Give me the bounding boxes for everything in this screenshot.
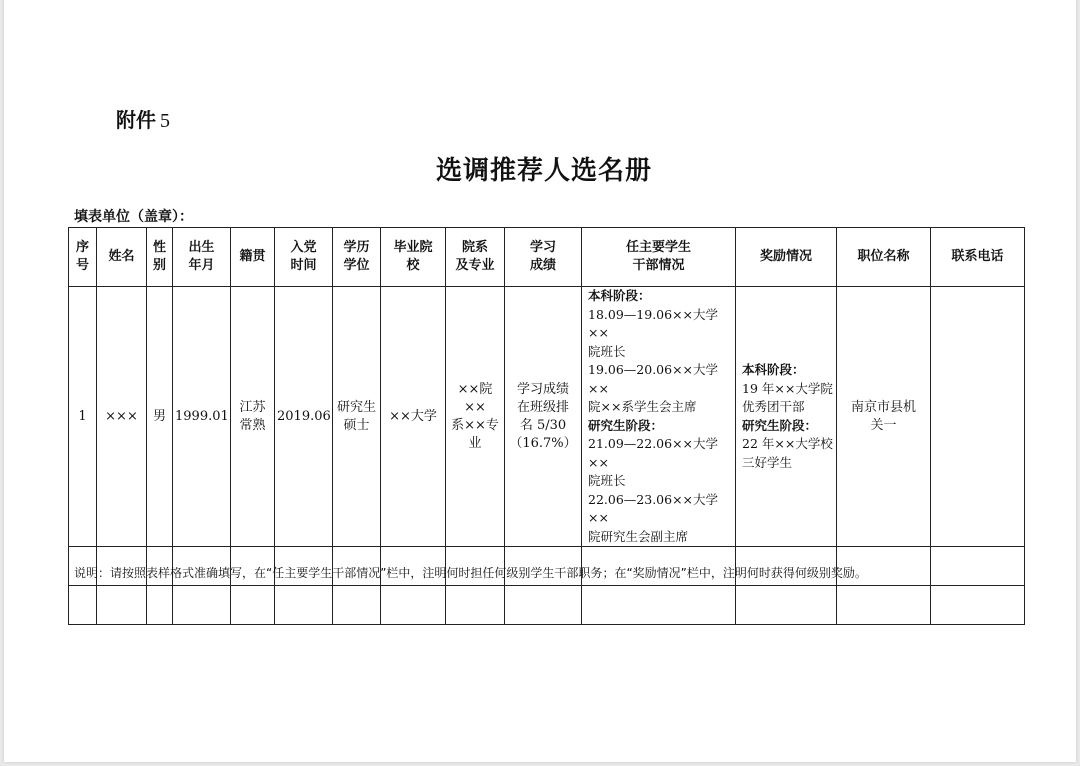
header-origin: 籍贯	[231, 228, 275, 287]
cell-degree: 研究生 硕士	[333, 287, 381, 547]
header-row	[69, 228, 1025, 287]
header-gender: 性 别	[147, 228, 173, 287]
footnote: 说明：请按照表样格式准确填写，在“任主要学生干部情况”栏中，注明何时担任何级别学生干部职务；在“奖励情况”栏中，注明何时获得何级别奖励。	[74, 566, 867, 580]
cell-gender: 男	[147, 287, 173, 547]
header-school: 毕业院 校	[381, 228, 446, 287]
cell-birth: 1999.01	[173, 287, 231, 547]
header-cadre: 任主要学生 干部情况	[582, 228, 736, 287]
attachment-number: 5	[160, 110, 170, 132]
cell-position: 南京市县机 关一	[837, 287, 931, 547]
cell-cadre: 本科阶段： 18.09—19.06××大学×× 院班长 19.06—20.06××大学×× 院××系学生会主席 研究生阶段： 21.09—22.06××大学×× 院班长 22.06—23.06××大学×× 院研究生会副主席	[582, 287, 736, 547]
cell-grades: 学习成绩 在班级排 名 5/30 （16.7%）	[505, 287, 582, 547]
header-major: 院系 及专业	[446, 228, 505, 287]
cell-origin: 江苏 常熟	[231, 287, 275, 547]
table-row	[69, 287, 1025, 547]
header-name: 姓名	[97, 228, 147, 287]
header-grades: 学习 成绩	[505, 228, 582, 287]
attachment-label	[116, 104, 170, 133]
fill-unit-label: 填表单位（盖章）：	[74, 209, 193, 225]
page-title: 选调推荐人选名册	[435, 156, 652, 186]
cell-awards: 本科阶段： 19 年××大学院 优秀团干部 研究生阶段： 22 年××大学校 三好学生	[736, 287, 837, 547]
header-birth: 出生 年月	[173, 228, 231, 287]
header-degree: 学历 学位	[333, 228, 381, 287]
cell-major: ××院×× 系××专 业	[446, 287, 505, 547]
cell-party: 2019.06	[275, 287, 333, 547]
document-page	[4, 0, 1076, 762]
header-position: 职位名称	[837, 228, 931, 287]
attachment-text: 附件	[116, 108, 156, 132]
cell-phone	[931, 287, 1025, 547]
header-phone: 联系电话	[931, 228, 1025, 287]
cell-school: ××大学	[381, 287, 446, 547]
header-party: 入党 时间	[275, 228, 333, 287]
header-awards: 奖励情况	[736, 228, 837, 287]
header-seq: 序 号	[69, 228, 97, 287]
table-row-empty	[69, 586, 1025, 625]
cell-seq: 1	[69, 287, 97, 547]
cell-name: ×××	[97, 287, 147, 547]
